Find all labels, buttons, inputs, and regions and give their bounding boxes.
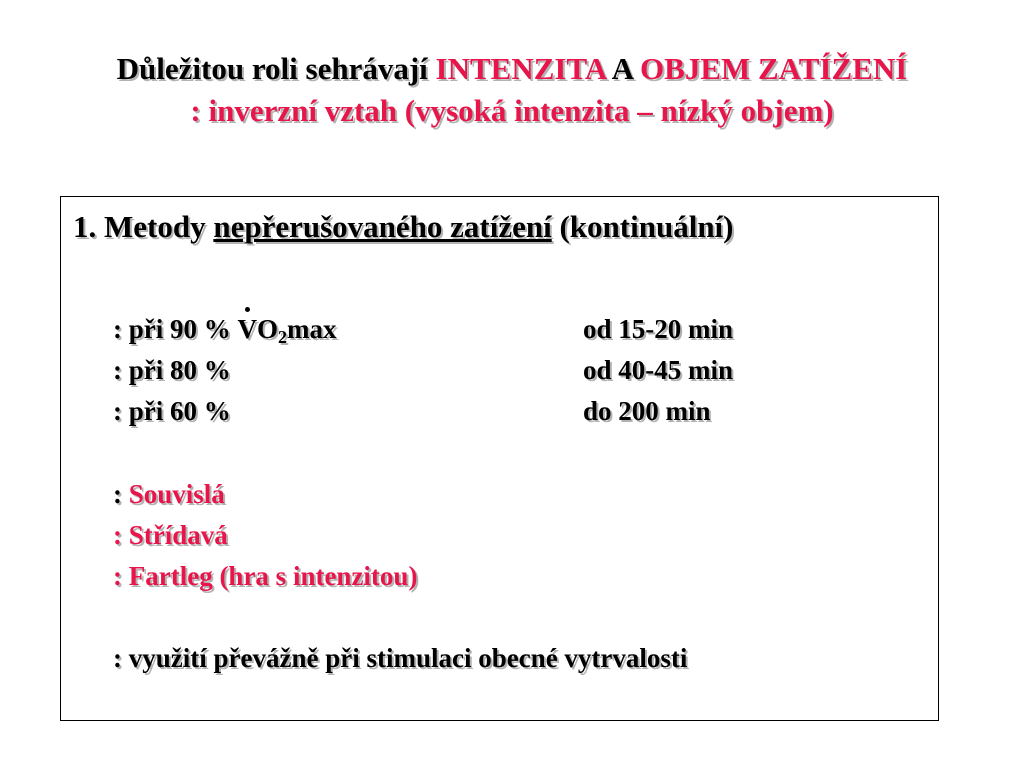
form-item-fartlek: : Fartleg (hra s intenzitou) <box>113 561 418 591</box>
heading-suffix: (kontinuální) <box>559 209 734 244</box>
section-heading <box>73 207 734 247</box>
vo2-v: V <box>237 314 257 344</box>
duration-90: od 15-20 min <box>583 314 734 344</box>
title-line-2: : inverzní vztah (vysoká intenzita – nízký objem) <box>190 93 834 128</box>
vo2-subscript: 2 <box>278 327 288 347</box>
duration-80: od 40-45 min <box>583 355 734 385</box>
heading-prefix: 1. Metody <box>73 209 206 244</box>
intensity-label-80: : při 80 % <box>113 355 231 385</box>
title-term-intensity: INTENZITA <box>435 51 606 86</box>
usage-note: : využití převážně při stimulaci obecné vytrvalosti <box>113 643 688 673</box>
title-joiner: A <box>611 51 633 86</box>
title-line-1 <box>0 48 1024 90</box>
vo2-o: O <box>257 314 279 344</box>
form-item-1-text: Souvislá <box>128 479 225 509</box>
form-item-1-prefix: : <box>113 479 122 509</box>
slide-title <box>0 48 1024 132</box>
intensity-label-90 <box>113 312 337 346</box>
content-box <box>60 196 939 721</box>
intensity-label-60: : při 60 % <box>113 396 231 426</box>
vo2-suffix: max <box>287 314 337 344</box>
title-term-volume: OBJEM ZATÍŽENÍ <box>640 51 908 86</box>
duration-60: do 200 min <box>583 396 711 426</box>
heading-underlined: nepřerušovaného zatížení <box>213 209 552 244</box>
title-prefix: Důležitou roli sehrávají <box>116 51 428 86</box>
form-item-alternating: : Střídavá <box>113 520 228 550</box>
form-item-continuous <box>113 477 225 511</box>
intensity-90-prefix: : při 90 % <box>113 314 231 344</box>
